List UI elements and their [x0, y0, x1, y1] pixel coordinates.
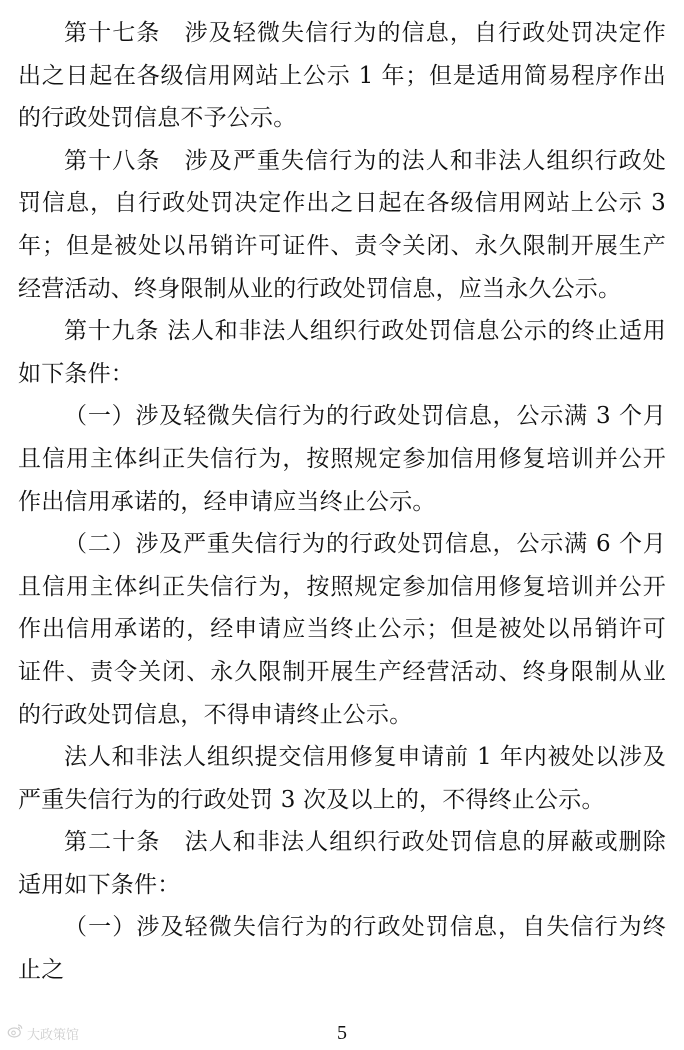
paragraph-text: 涉及轻微失信行为的信息，自行政处罚决定作出之日起在各级信用网站上公示 1 年；但是适用简易程序作出的行政处罚信息不予公示。	[18, 20, 666, 132]
article-gap	[160, 20, 184, 46]
article-number: 第十八条	[64, 147, 161, 174]
watermark-text: 大政策馆	[27, 1027, 80, 1043]
document-body	[18, 12, 666, 992]
paragraph-text: （一）涉及轻微失信行为的行政处罚信息，自失信行为终止之	[18, 914, 666, 984]
paragraph-text: 涉及严重失信行为的法人和非法人组织行政处罚信息，自行政处罚决定作出之日起在各级信用网站上公示 3 年；但是被处以吊销许可证件、责令关闭、永久限制开展生产经营活动、终身限制从业的行政处罚信息，应当永久公示。	[18, 147, 666, 302]
article-number: 第十九条	[64, 318, 160, 345]
article-number: 第二十条	[64, 829, 161, 856]
paragraph-text: 法人和非法人组织行政处罚信息公示的终止适用如下条件：	[18, 318, 666, 387]
paragraph-article-19	[18, 310, 666, 395]
paragraph-text: （二）涉及严重失信行为的行政处罚信息，公示满 6 个月且信用主体纠正失信行为，按照规定参加信用修复培训并公开作出信用承诺的，经申请应当终止公示；但是被处以吊销许可证件、责令关闭、永久限制开展生产经营活动、终身限制从业的行政处罚信息，不得申请终止公示。	[18, 531, 666, 728]
paragraph-article-17	[18, 12, 666, 140]
paragraph-text: 法人和非法人组织行政处罚信息的屏蔽或删除适用如下条件：	[18, 829, 666, 898]
paragraph-article-20	[18, 821, 666, 906]
paragraph-text: 法人和非法人组织提交信用修复申请前 1 年内被处以涉及严重失信行为的行政处罚 3 次及以上的，不得终止公示。	[18, 744, 666, 813]
paragraph-supplement	[18, 736, 666, 821]
article-gap	[160, 829, 184, 855]
page-number: 5	[337, 1022, 347, 1044]
paragraph-article-18	[18, 140, 666, 310]
article-gap	[159, 318, 167, 344]
paragraph-item-2	[18, 523, 666, 736]
paragraph-item-1-continued	[18, 906, 666, 991]
paragraph-item-1	[18, 395, 666, 523]
article-gap	[160, 148, 184, 174]
paragraph-text: （一）涉及轻微失信行为的行政处罚信息，公示满 3 个月且信用主体纠正失信行为，按照规定参加信用修复培训并公开作出信用承诺的，经申请应当终止公示。	[18, 403, 666, 515]
article-number: 第十七条	[64, 20, 161, 46]
